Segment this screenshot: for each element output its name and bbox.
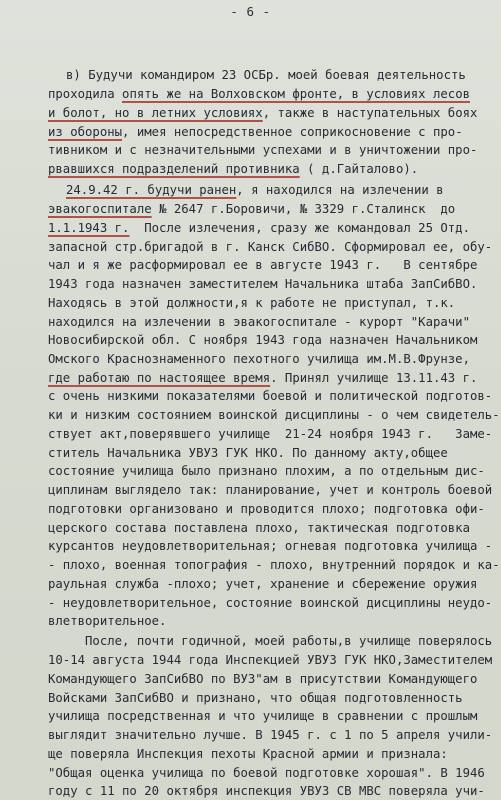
text-segment: После, почти годичной, моей работы,в училище поверялось (48, 634, 493, 648)
text-segment: чал и я же расформировал ее в августе 1943 г. В сентябре (48, 258, 478, 272)
text-line (48, 258, 477, 272)
text-segment: влетворительное. (48, 614, 167, 628)
text-segment: - плохо, военная топография - плохо, внутренний порядок и ка- (48, 558, 500, 572)
text-segment: училища посредственная и что училище в сравнении с прошлым (48, 709, 478, 723)
text-segment: подготовки организовано и проводится плохо; подготовка офи- (48, 502, 485, 516)
text-line (48, 672, 477, 686)
text-segment: - неудовлетворительное, состояние воинской дисциплины неудо- (48, 596, 493, 610)
text-segment: Новосибирской обл. С ноября 1943 года назначен Начальником (48, 333, 478, 347)
text-line (48, 162, 418, 176)
text-line (48, 221, 470, 235)
text-segment: выглядит значительно лучше. В 1945 г. с 1 по 5 апреля учили- (48, 728, 493, 742)
text-segment: Войсками ЗапСибВО и признано, что общая подготовленность (48, 691, 463, 705)
text-line (48, 502, 485, 516)
text-segment: 10-14 августа 1944 года Инспекцией УВУЗ ГУК НКО,Заместителем (48, 653, 493, 667)
page-number: - 6 - (230, 4, 271, 19)
underlined-text: опять же на Волховском фронте, в условиях лесов (122, 87, 471, 101)
text-segment: , также в наступательных боях (262, 106, 478, 120)
text-line (48, 240, 492, 254)
text-line (48, 766, 485, 780)
text-line (48, 106, 477, 120)
text-line (48, 371, 477, 385)
text-line (48, 296, 455, 310)
text-line (48, 315, 470, 329)
text-line (48, 408, 500, 422)
text-segment: ствует акт,поверявшего училище 21-24 ноября 1943 г. Заме- (48, 427, 493, 441)
text-segment: году с 11 по 20 октября инспекция УВУЗ СВ МВС поверяла учи- (48, 784, 485, 798)
text-segment: циплинам выглядело так: планирование, учет и контроль боевой (48, 483, 493, 497)
text-segment: ( д.Гайталово). (299, 162, 419, 176)
text-segment: , я находился на излечении в (236, 183, 444, 197)
text-line (48, 653, 492, 667)
text-segment: "Общая оценка училища по боевой подготовке хорошая". В 1946 (48, 766, 485, 780)
underlined-text: 1.1.1943 г. (48, 221, 130, 235)
text-line (48, 784, 485, 798)
text-line (48, 277, 477, 291)
text-segment: тивником и с незначительными успехами и в уничтожении про- (48, 143, 478, 157)
text-segment: Находясь в этой должности,я к работе не приступал, т.к. (48, 296, 456, 310)
text-segment: ститель Начальника УВУЗ ГУК НКО. По данному акту,общее (48, 446, 448, 460)
text-line (66, 68, 466, 82)
text-line (48, 539, 492, 553)
underlined-text: из обороны (48, 125, 123, 139)
text-line (48, 143, 477, 157)
underlined-text: эвакогоспитале (48, 202, 152, 216)
text-line (48, 464, 485, 478)
text-segment: запасной стр.бригадой в г. Канск СибВО. Сформировал ее, обу- (48, 240, 493, 254)
underlined-text: 24.9.42 г. будучи ранен (66, 183, 237, 197)
text-segment: ще поверяла Инспекция пехоты Красной армии и признала: (48, 747, 448, 761)
text-line (48, 614, 166, 628)
text-segment: Омского Краснознаменного пехотного училища им.М.В.Фрунзе, (48, 352, 470, 366)
text-segment: с очень низкими показателями боевой и политической подготов- (48, 389, 493, 403)
text-segment: курсантов неудовлетворительная; огневая подготовка училища - (48, 539, 493, 553)
text-line (48, 87, 470, 101)
text-line (48, 691, 463, 705)
text-line (48, 728, 492, 742)
text-segment: , имея непосредственное соприкосновение с про- (122, 125, 463, 139)
text-segment: После излечения, сразу же командовал 25 Отд. (129, 221, 470, 235)
text-segment: состояние училища было признано плохим, а по отдельным дис- (48, 464, 485, 478)
underlined-text: рвавшихся подразделений противника (48, 162, 300, 176)
text-line (48, 558, 500, 572)
underlined-text: где работаю по настоящее время (48, 371, 271, 385)
text-line (48, 521, 470, 535)
text-segment: . Принял училище 13.11.43 г. (270, 371, 478, 385)
text-segment: проходила (48, 87, 123, 101)
text-line (48, 202, 455, 216)
text-line (48, 634, 492, 648)
text-line (48, 125, 463, 139)
text-segment: Командующего ЗапСибВО по ВУЗ"ам в присутствии Командующего (48, 672, 478, 686)
text-segment: находился на излечении в эвакогоспитале - курорт "Карачи" (48, 315, 470, 329)
text-line (48, 596, 492, 610)
underlined-text: и болот, но в летних условиях (48, 106, 263, 120)
text-line (66, 183, 444, 197)
text-line (48, 389, 492, 403)
text-line (48, 427, 492, 441)
text-segment: № 2647 г.Боровичи, № 3329 г.Сталинск до (151, 202, 456, 216)
text-line (48, 577, 477, 591)
text-line (48, 333, 477, 347)
text-segment: 1943 года назначен заместителем Начальника штаба ЗапСибВО. (48, 277, 478, 291)
text-line (48, 352, 470, 366)
text-segment: раульная служба -плохо; учет, хранение и сбережение оружия (48, 577, 478, 591)
text-segment: церского состава поставлена плохо, тактическая подготовка (48, 521, 470, 535)
text-segment: ки и низким состоянием воинской дисциплины - о чем свидетель- (48, 408, 500, 422)
text-segment: в) Будучи командиром 23 ОСБр. моей боевая деятельность (66, 68, 466, 82)
text-line (48, 709, 477, 723)
text-line (48, 446, 448, 460)
text-line (48, 483, 492, 497)
text-line (48, 747, 448, 761)
